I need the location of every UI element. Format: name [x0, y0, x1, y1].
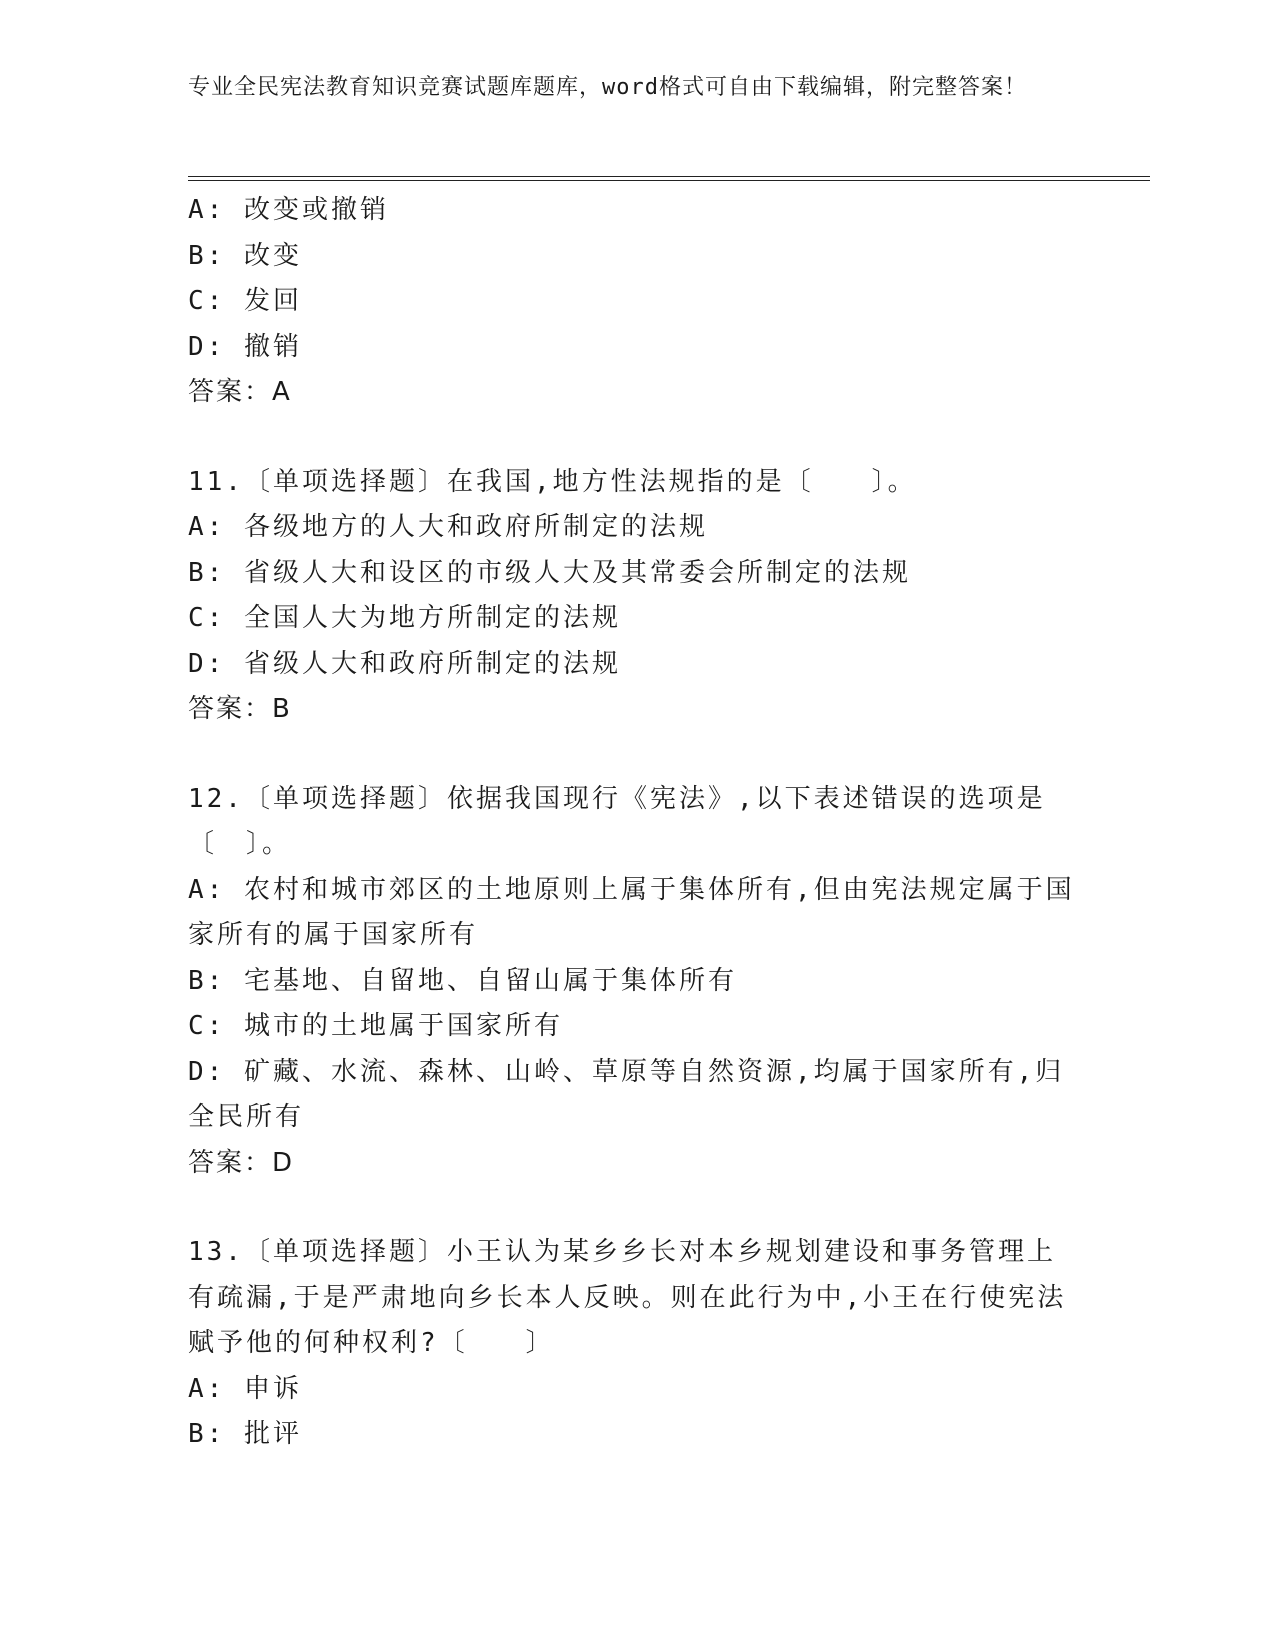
option-a: A: 改变或撤销 [188, 195, 389, 225]
option-a: A: 申诉 [188, 1373, 302, 1404]
option-c: C: 全国人大为地方所制定的法规 [188, 603, 621, 633]
page-header: 专业全民宪法教育知识竞赛试题库题库，word格式可自由下载编辑，附完整答案！ [188, 75, 1027, 100]
question-stem: 13.〔单项选择题〕小王认为某乡乡长对本乡规划建设和事务管理上有疏漏,于是严肃地向乡长本人反映。则在此行为中,小王在行使宪法赋予他的何种权利?〔 〕 [188, 1237, 1067, 1358]
option-b: B: 宅基地、自留地、自留山属于集体所有 [188, 965, 737, 996]
answer: 答案：B [188, 694, 292, 724]
option-b: B: 改变 [188, 240, 302, 271]
option-a: A: 各级地方的人大和政府所制定的法规 [188, 512, 708, 542]
option-b: B: 批评 [188, 1419, 302, 1449]
question-12 [188, 777, 1078, 1187]
question-13 [188, 1230, 1078, 1458]
option-b: B: 省级人大和设区的市级人大及其常委会所制定的法规 [188, 557, 911, 588]
option-c: C: 发回 [188, 286, 302, 316]
answer: 答案：A [188, 377, 292, 407]
question-stem: 12.〔单项选择题〕依据我国现行《宪法》,以下表述错误的选项是〔 〕。 [188, 783, 1046, 859]
option-c: C: 城市的土地属于国家所有 [188, 1011, 563, 1041]
option-d: D: 矿藏、水流、森林、山岭、草原等自然资源,均属于国家所有,归全民所有 [188, 1056, 1065, 1132]
question-stem: 11.〔单项选择题〕在我国,地方性法规指的是〔 〕。 [188, 466, 917, 497]
question-content [188, 188, 1078, 1458]
header-double-rule [188, 176, 1150, 181]
question-11 [188, 460, 1078, 733]
question-10 [188, 188, 1078, 416]
answer: 答案：D [188, 1147, 295, 1178]
option-d: D: 撤销 [188, 331, 302, 362]
option-a: A: 农村和城市郊区的土地原则上属于集体所有,但由宪法规定属于国家所有的属于国家所有 [188, 874, 1075, 950]
option-d: D: 省级人大和政府所制定的法规 [188, 648, 621, 679]
